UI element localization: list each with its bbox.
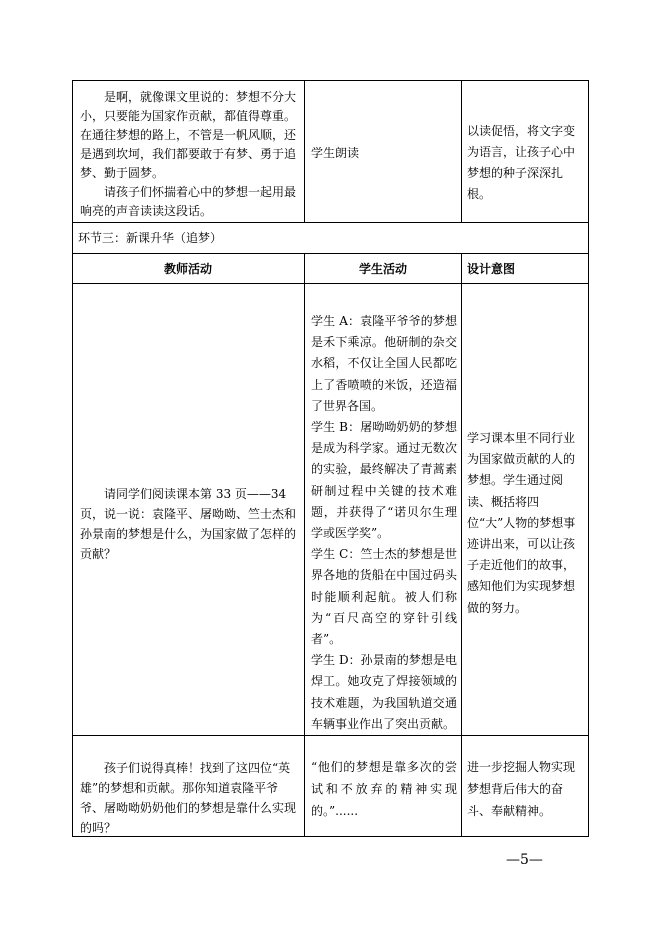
section3-intent-cell: 进一步挖掘人物实现梦想背后伟大的奋斗、奉献精神。: [467, 760, 576, 818]
section3-teacher-text: 孩子们说得真棒！找到了这四位“英雄”的梦想和贡献。那你知道袁隆平爷爷、屠呦呦奶奶他们的梦想是靠什么实现的吗？: [80, 761, 297, 835]
section2-teacher-cell: [80, 484, 298, 564]
section1-student-cell: 学生朗读: [311, 146, 360, 160]
section3-student-cell: “他们的梦想是靠多次的尝试和不放弃的精神实现的。”......: [311, 760, 457, 818]
table-border-left: [72, 80, 73, 837]
stage-title: 环节三：新课升华（追梦）: [78, 231, 223, 245]
header-student-activity: 学生活动: [358, 262, 407, 276]
page-number: —5—: [506, 852, 543, 868]
header-teacher-activity: 教师活动: [163, 262, 212, 276]
column-divider-2a: [461, 80, 462, 223]
table-border-row4: [72, 735, 589, 736]
student-answer-d: 学生 D：孙景南的梦想是电焊工。她攻克了焊接领域的技术难题，为我国轨道交通车辆事业作出了突出贡献。: [311, 653, 457, 731]
section1-intent-cell: 以读促悟，将文字变为语言，让孩子心中梦想的种子深深扎根。: [467, 124, 576, 201]
section2-student-cell: [311, 311, 457, 735]
column-divider-1b: [304, 253, 305, 837]
section2-teacher-text: 请同学们阅读课本第 33 页——34 页，说一说：袁隆平、屠呦呦、竺士杰和孙景南的梦想是什么，为国家做了怎样的贡献？: [80, 487, 297, 561]
table-border-row1: [72, 222, 589, 223]
table-border-top: [72, 80, 589, 81]
table-border-row3: [72, 283, 589, 284]
column-divider-1a: [304, 80, 305, 223]
section1-teacher-paragraph2: 请孩子们怀揣着心中的梦想一起用最响亮的声音读读这段话。: [80, 185, 297, 218]
table-border-right: [588, 80, 589, 837]
table-border-row2: [72, 253, 589, 254]
section2-intent-cell: 学习课本里不同行业为国家做贡献的人的梦想。学生通过阅读、概括将四位“大”人物的梦想事迹讲出来，可以让孩子走近他们的故事，感知他们为实现梦想做的努力。: [467, 431, 576, 615]
column-divider-2b: [461, 253, 462, 837]
student-answer-c: 学生 C：竺士杰的梦想是世界各地的货船在中国过码头时能顺利起航。被人们称为“百尺高空的穿针引线者”。: [311, 547, 457, 647]
section3-teacher-cell: [80, 758, 298, 838]
section1-teacher-paragraph1: 是啊，就像课文里说的：梦想不分大小，只要能为国家作贡献，都值得尊重。在通往梦想的路上，不管是一帆风顺，还是遇到坎坷，我们都要敢于有梦、勇于追梦、勤于圆梦。: [80, 90, 297, 180]
header-design-intent: 设计意图: [467, 262, 516, 276]
student-answer-b: 学生 B：屠呦呦奶奶的梦想是成为科学家。通过无数次的实验，最终解决了青蒿素研制过程中关键的技术难题，并获得了“诺贝尔生理学或医学奖”。: [311, 420, 457, 541]
section1-teacher-cell: [80, 88, 298, 221]
student-answer-a: 学生 A：袁隆平爷爷的梦想是禾下乘凉。他研制的杂交水稻，不仅让全国人民都吃上了香喷喷的米饭，还造福了世界各国。: [311, 314, 457, 413]
